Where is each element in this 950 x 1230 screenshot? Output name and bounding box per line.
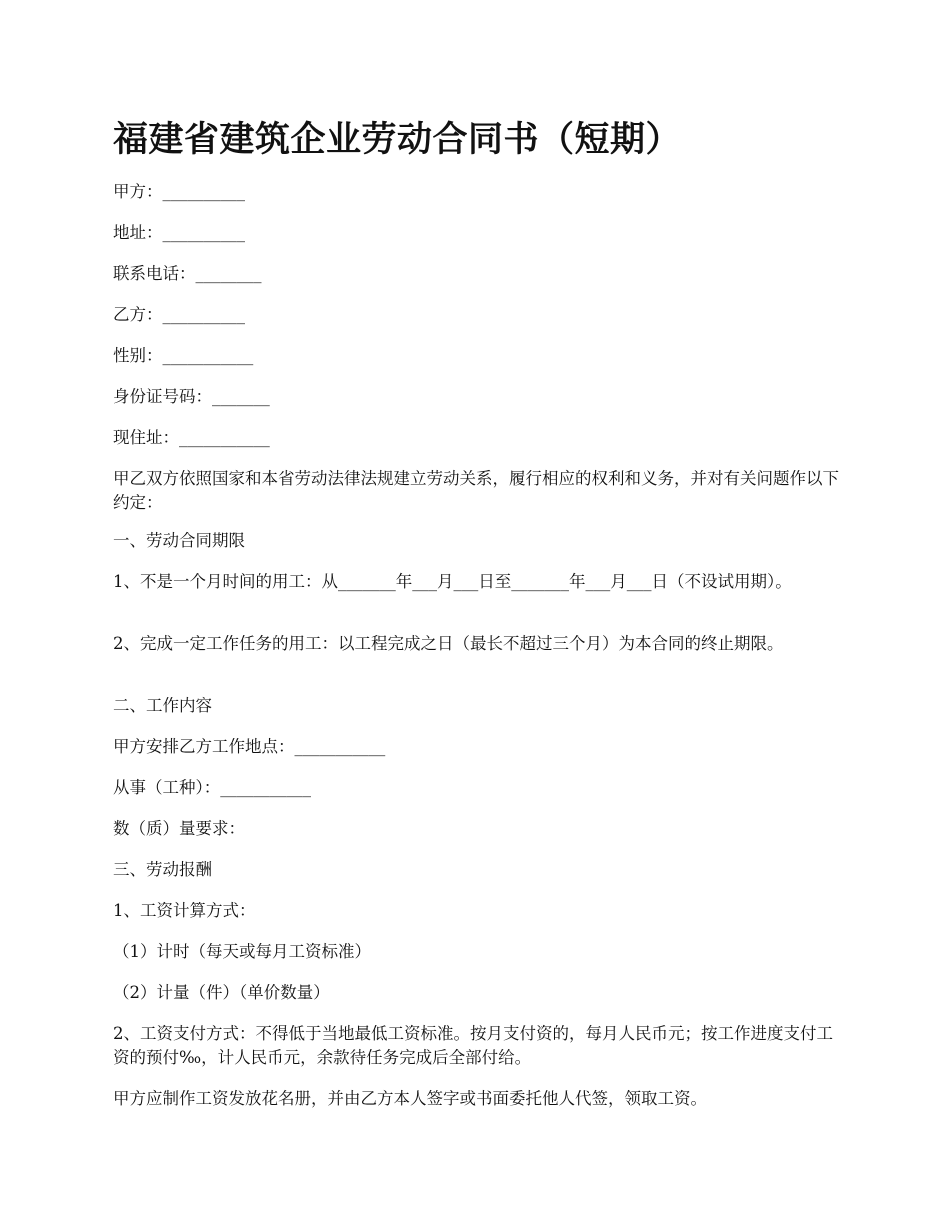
section-heading-work: 二、工作内容 [113,696,212,715]
quality-requirement-field: 数（质）量要求： [113,819,245,838]
phone-field: 联系电话：________ [113,264,262,283]
clause-3-1-b: （2）计量（件）（单价数量） [113,983,330,1002]
document-title: 福建省建筑企业劳动合同书（短期） [113,119,682,160]
clause-3-1: 1、工资计算方式： [113,901,256,920]
party-b-field: 乙方：__________ [113,305,245,324]
gender-field: 性别：___________ [113,346,254,365]
work-location-field: 甲方安排乙方工作地点：___________ [113,737,386,756]
job-type-field: 从事（工种）：___________ [113,778,311,797]
preamble-paragraph: 甲乙双方依照国家和本省劳动法律法规建立劳动关系，履行相应的权利和义务，并对有关问题作以下约定： [113,469,839,512]
payroll-paragraph: 甲方应制作工资发放花名册，并由乙方本人签字或书面委托他人代签，领取工资。 [113,1089,707,1108]
clause-3-1-a: （1）计时（每天或每月工资标准） [113,942,371,961]
address-field: 地址：__________ [113,223,245,242]
section-heading-term: 一、劳动合同期限 [113,531,245,550]
clause-1-1: 1、不是一个月时间的用工：从_______年___月___日至_______年___月___日（不设试用期）。 [113,572,792,591]
clause-3-2: 2、工资支付方式：不得低于当地最低工资标准。按月支付资的，每月人民币元；按工作进度支付工资的预付‰，计人民币元，余款待任务完成后全部付给。 [113,1024,833,1067]
party-a-field: 甲方：__________ [113,182,245,201]
clause-1-2: 2、完成一定工作任务的用工：以工程完成之日（最长不超过三个月）为本合同的终止期限。 [113,634,784,653]
id-number-field: 身份证号码：_______ [113,387,270,406]
current-address-field: 现住址：___________ [113,428,270,447]
section-heading-pay: 三、劳动报酬 [113,860,212,879]
